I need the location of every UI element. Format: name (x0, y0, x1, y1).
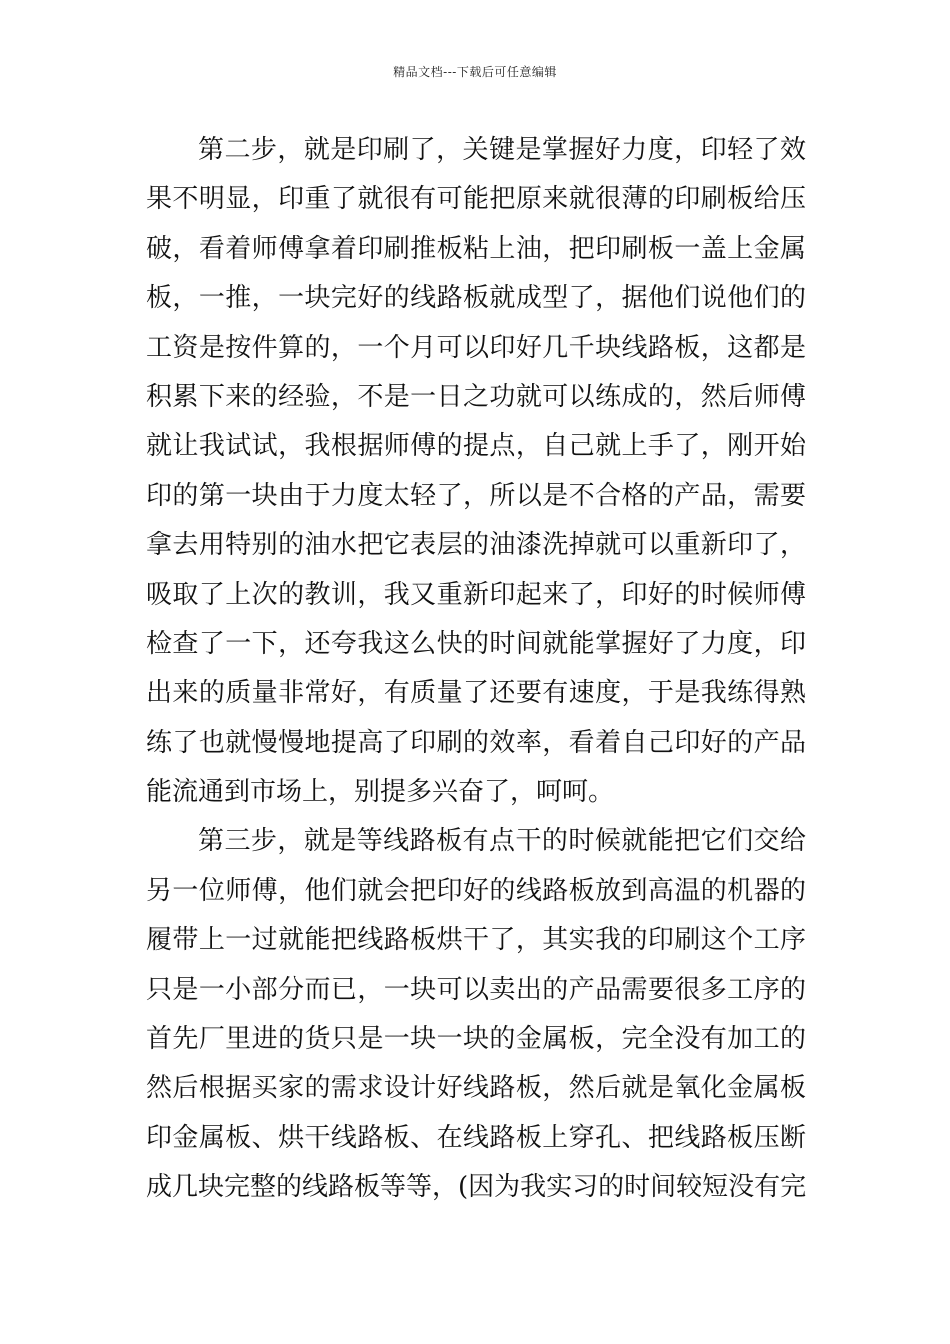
paragraph-line: 积累下来的经验，不是一日之功就可以练成的，然后师傅 (146, 381, 806, 412)
paragraph-line: 检查了一下，还夸我这么快的时间就能掌握好了力度，印 (146, 628, 806, 659)
paragraph-line: 印的第一块由于力度太轻了，所以是不合格的产品，需要 (146, 480, 806, 511)
paragraph-line: 第二步，就是印刷了，关键是掌握好力度，印轻了效 (198, 135, 806, 165)
paragraph-line: 板，一推，一块完好的线路板就成型了，据他们说他们的 (146, 283, 806, 314)
paragraph-line: 吸取了上次的教训，我又重新印起来了，印好的时候师傅 (146, 579, 806, 610)
paragraph-line: 拿去用特别的油水把它表层的油漆洗掉就可以重新印了， (146, 530, 806, 561)
paragraph-line: 第三步，就是等线路板有点干的时候就能把它们交给 (198, 826, 806, 857)
paragraph-line: 印金属板、烘干线路板、在线路板上穿孔、把线路板压断 (146, 1122, 806, 1153)
paragraph-line: 就让我试试，我根据师傅的提点，自己就上手了，刚开始 (146, 431, 806, 462)
document-body (146, 126, 806, 1213)
paragraph-line: 能流通到市场上，别提多兴奋了，呵呵。 (146, 777, 615, 808)
paragraph-line: 练了也就慢慢地提高了印刷的效率，看着自己印好的产品 (146, 727, 806, 758)
paragraph-line: 工资是按件算的，一个月可以印好几千块线路板，这都是 (146, 332, 806, 363)
paragraph-line: 成几块完整的线路板等等，(因为我实习的时间较短没有完 (146, 1172, 807, 1203)
paragraph-line: 果不明显，印重了就很有可能把原来就很薄的印刷板给压 (146, 184, 806, 215)
paragraph-line: 出来的质量非常好，有质量了还要有速度，于是我练得熟 (146, 678, 806, 709)
paragraph-line: 首先厂里进的货只是一块一块的金属板，完全没有加工的 (146, 1024, 806, 1055)
paragraph-line: 然后根据买家的需求设计好线路板，然后就是氧化金属板 (146, 1073, 806, 1104)
paragraph-line: 破，看着师傅拿着印刷推板粘上油，把印刷板一盖上金属 (146, 233, 806, 264)
paragraph-line: 履带上一过就能把线路板烘干了，其实我的印刷这个工序 (146, 925, 806, 956)
paragraph-line: 另一位师傅，他们就会把印好的线路板放到高温的机器的 (146, 875, 806, 906)
page-header: 精品文档---下载后可任意编辑 (393, 65, 557, 79)
paragraph-line: 只是一小部分而已，一块可以卖出的产品需要很多工序的 (146, 974, 806, 1005)
